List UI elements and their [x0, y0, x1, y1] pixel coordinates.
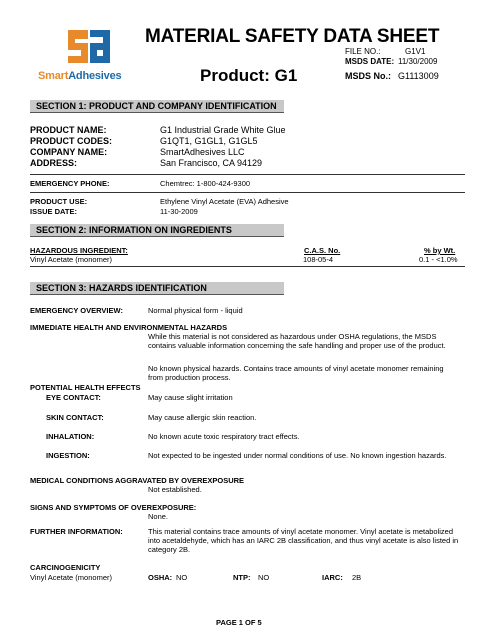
signs-symptoms-heading: SIGNS AND SYMPTOMS OF OVEREXPOSURE:: [30, 503, 197, 512]
brand-name: SmartAdhesives: [38, 70, 122, 82]
company-logo: [62, 28, 114, 66]
eye-contact-value: May cause slight irritation: [148, 393, 233, 402]
product-use-label: PRODUCT USE:: [30, 197, 88, 206]
msds-no-value: G1113009: [398, 71, 439, 81]
emergency-overview-label: EMERGENCY OVERVIEW:: [30, 306, 123, 315]
product-name-value: G1 Industrial Grade White Glue: [160, 125, 286, 135]
product-title: Product: G1: [200, 66, 298, 85]
iarc-label: IARC:: [322, 573, 343, 582]
section-1-header: SECTION 1: PRODUCT AND COMPANY IDENTIFICATION: [30, 100, 284, 113]
emergency-phone-value: Chemtrec: 1-800-424-9300: [160, 179, 251, 188]
address-label: ADDRESS:: [30, 158, 78, 168]
msds-date-value: 11/30/2009: [398, 57, 438, 66]
immediate-hazards-heading: IMMEDIATE HEALTH AND ENVIRONMENTAL HAZARDS: [30, 323, 228, 332]
cas-column-header: C.A.S. No.: [304, 246, 341, 255]
file-no-value: G1V1: [405, 47, 426, 56]
product-use-value: Ethylene Vinyl Acetate (EVA) Adhesive: [160, 197, 289, 206]
osha-value: NO: [176, 573, 188, 582]
section-3-header: SECTION 3: HAZARDS IDENTIFICATION: [30, 282, 284, 295]
ingestion-label: INGESTION:: [46, 451, 90, 460]
page-number: PAGE 1 OF 5: [216, 618, 262, 627]
company-name-label: COMPANY NAME:: [30, 147, 108, 157]
skin-contact-label: SKIN CONTACT:: [46, 413, 104, 422]
ingredient-cas: 108-05-4: [303, 255, 334, 264]
divider: [30, 192, 465, 193]
inhalation-value: No known acute toxic respiratory tract effects.: [148, 432, 300, 441]
ingredient-weight: 0.1 - <1.0%: [419, 255, 458, 264]
signs-symptoms-value: None.: [148, 512, 169, 521]
skin-contact-value: May cause allergic skin reaction.: [148, 413, 257, 422]
potential-health-heading: POTENTIAL HEALTH EFFECTS: [30, 383, 141, 392]
carcinogenicity-heading: CARCINOGENICITY: [30, 563, 101, 572]
medical-conditions-heading: MEDICAL CONDITIONS AGGRAVATED BY OVEREXPOSURE: [30, 476, 245, 485]
logo-mark-icon: [62, 28, 114, 66]
osha-label: OSHA:: [148, 573, 173, 582]
physical-hazards-text: No known physical hazards. Contains trace amounts of vinyl acetate monomer remaining from production process.: [148, 364, 444, 382]
ingredient-name: Vinyl Acetate (monomer): [30, 255, 112, 264]
issue-date-label: ISSUE DATE:: [30, 207, 77, 216]
ingestion-value: Not expected to be ingested under normal conditions of use. No known ingestion hazards.: [148, 451, 447, 460]
medical-conditions-value: Not established.: [148, 485, 202, 494]
further-information-label: FURTHER INFORMATION:: [30, 527, 123, 536]
product-codes-label: PRODUCT CODES:: [30, 136, 113, 146]
msds-date-label: MSDS DATE:: [345, 57, 395, 66]
divider: [30, 174, 465, 175]
carcinogenicity-substance: Vinyl Acetate (monomer): [30, 573, 112, 582]
address-value: San Francisco, CA 94129: [160, 158, 263, 168]
document-title: MATERIAL SAFETY DATA SHEET: [145, 26, 440, 47]
eye-contact-label: EYE CONTACT:: [46, 393, 101, 402]
emergency-overview-value: Normal physical form - liquid: [148, 306, 243, 315]
section-2-header: SECTION 2: INFORMATION ON INGREDIENTS: [30, 224, 284, 237]
product-name-label: PRODUCT NAME:: [30, 125, 107, 135]
issue-date-value: 11-30-2009: [160, 207, 198, 216]
weight-column-header: % by Wt.: [424, 246, 456, 255]
file-no-label: FILE NO.:: [345, 47, 381, 56]
further-information-value: This material contains trace amounts of vinyl acetate monomer. Vinyl acetate is metabolized into acetaldehyde, which has an IARC 2B classification, and thus vinyl acetate is also listed in category 2B.: [148, 527, 459, 554]
msds-no-label: MSDS No.:: [345, 71, 391, 81]
ntp-label: NTP:: [233, 573, 251, 582]
ingredient-column-header: HAZARDOUS INGREDIENT:: [30, 246, 128, 255]
divider: [30, 266, 465, 267]
product-codes-value: G1QT1, G1GL1, G1GL5: [160, 136, 258, 146]
immediate-hazards-text: While this material is not considered as hazardous under OSHA regulations, the MSDS contains valuable information concerning the safe handling and proper use of the product.: [148, 332, 446, 350]
iarc-value: 2B: [352, 573, 362, 582]
company-name-value: SmartAdhesives LLC: [160, 147, 245, 157]
inhalation-label: INHALATION:: [46, 432, 95, 441]
emergency-phone-label: EMERGENCY PHONE:: [30, 179, 110, 188]
ntp-value: NO: [258, 573, 270, 582]
